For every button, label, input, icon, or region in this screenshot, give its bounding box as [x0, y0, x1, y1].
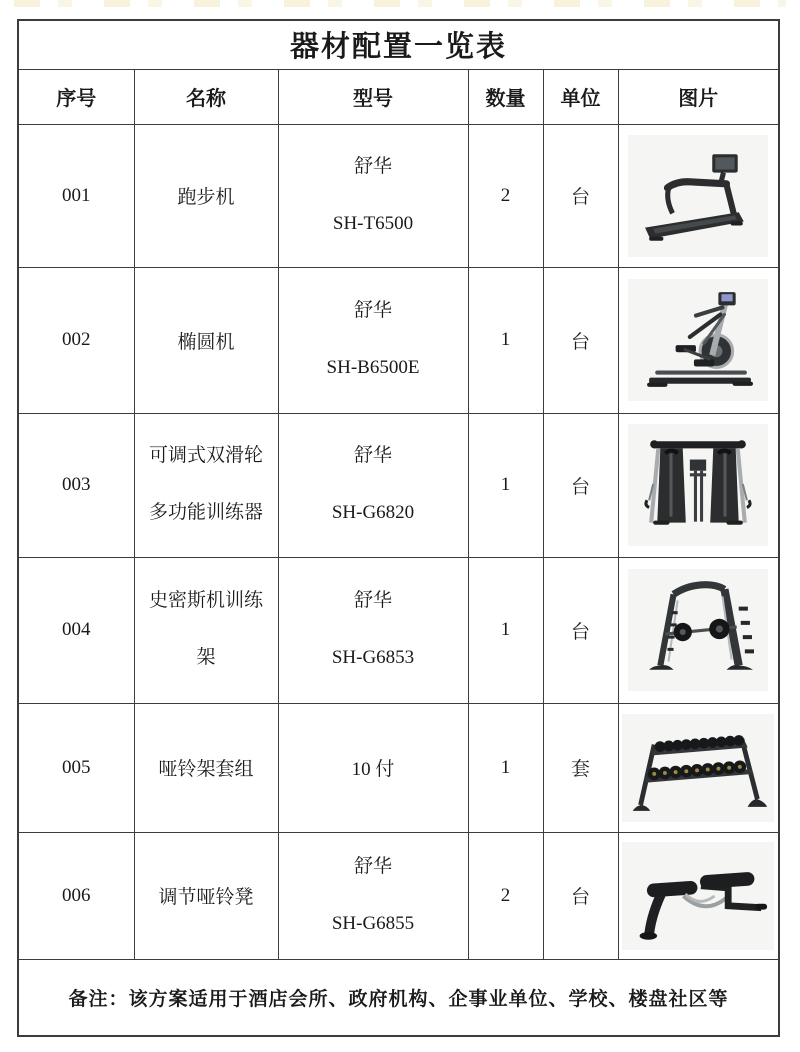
serial-cell: 004 — [18, 557, 134, 703]
model-cell — [278, 832, 468, 959]
treadmill-icon — [636, 140, 760, 252]
product-photo-dumbbell-rack — [622, 714, 774, 822]
col-header-name: 名称 — [134, 69, 278, 124]
serial-cell: 006 — [18, 832, 134, 959]
name-cell: 椭圆机 — [134, 267, 278, 413]
unit-cell: 台 — [543, 413, 618, 557]
model-cell: 10 付 — [278, 703, 468, 832]
table-row — [18, 413, 779, 557]
smith-machine-icon — [636, 574, 760, 686]
table-row — [18, 832, 779, 959]
col-header-serial: 序号 — [18, 69, 134, 124]
product-photo-smith-machine — [628, 569, 768, 691]
model-text: SH-G6853 — [331, 647, 415, 668]
unit-cell: 台 — [543, 557, 618, 703]
serial-cell: 003 — [18, 413, 134, 557]
picture-cell — [618, 124, 779, 267]
qty-cell: 2 — [468, 832, 543, 959]
table-title: 器材配置一览表 — [18, 20, 779, 69]
header-row — [18, 69, 779, 124]
serial-cell: 002 — [18, 267, 134, 413]
name-line: 可调式双滑轮 — [148, 445, 263, 467]
brand-text: 舒华 — [353, 300, 392, 322]
name-line: 架 — [196, 647, 216, 668]
name-line: 史密斯机训练 — [148, 590, 263, 612]
elliptical-icon — [636, 284, 760, 396]
picture-cell — [618, 413, 779, 557]
serial-cell: 005 — [18, 703, 134, 832]
table-row — [18, 124, 779, 267]
cutoff-highlight-strip — [14, 0, 786, 7]
unit-cell: 台 — [543, 267, 618, 413]
model-text: SH-G6855 — [331, 912, 415, 934]
qty-cell: 1 — [468, 557, 543, 703]
picture-cell — [618, 832, 779, 959]
product-photo-treadmill — [628, 135, 768, 257]
name-cell: 调节哑铃凳 — [134, 832, 278, 959]
picture-cell — [618, 703, 779, 832]
model-text: SH-G6820 — [331, 502, 415, 523]
col-header-unit: 单位 — [543, 69, 618, 124]
brand-text: 舒华 — [353, 855, 392, 877]
equipment-table — [17, 19, 780, 1037]
remark-note: 备注：该方案适用于酒店会所、政府机构、企事业单位、学校、楼盘社区等 — [18, 959, 779, 1036]
name-line: 多功能训练器 — [148, 502, 263, 523]
unit-cell: 套 — [543, 703, 618, 832]
unit-cell: 台 — [543, 124, 618, 267]
col-header-picture: 图片 — [618, 69, 779, 124]
col-header-model: 型号 — [278, 69, 468, 124]
name-cell — [134, 557, 278, 703]
unit-cell: 台 — [543, 832, 618, 959]
serial-cell: 001 — [18, 124, 134, 267]
qty-cell: 2 — [468, 124, 543, 267]
table-row — [18, 267, 779, 413]
model-cell — [278, 267, 468, 413]
table-row — [18, 557, 779, 703]
name-cell: 跑步机 — [134, 124, 278, 267]
name-cell — [134, 413, 278, 557]
qty-cell: 1 — [468, 703, 543, 832]
product-photo-functional-trainer — [628, 424, 768, 546]
model-text: SH-T6500 — [332, 212, 414, 234]
dumbbell-rack-icon — [625, 718, 771, 818]
qty-cell: 1 — [468, 267, 543, 413]
name-cell: 哑铃架套组 — [134, 703, 278, 832]
model-cell — [278, 557, 468, 703]
product-photo-adjustable-bench — [622, 842, 774, 950]
brand-text: 舒华 — [353, 590, 392, 612]
col-header-qty: 数量 — [468, 69, 543, 124]
adjustable-bench-icon — [625, 846, 771, 946]
functional-trainer-icon — [636, 429, 760, 541]
brand-text: 舒华 — [353, 155, 392, 177]
picture-cell — [618, 267, 779, 413]
model-cell — [278, 413, 468, 557]
picture-cell — [618, 557, 779, 703]
table-row — [18, 703, 779, 832]
product-photo-elliptical — [628, 279, 768, 401]
model-text: SH-B6500E — [326, 357, 420, 378]
qty-cell: 1 — [468, 413, 543, 557]
brand-text: 舒华 — [353, 445, 392, 467]
model-cell — [278, 124, 468, 267]
